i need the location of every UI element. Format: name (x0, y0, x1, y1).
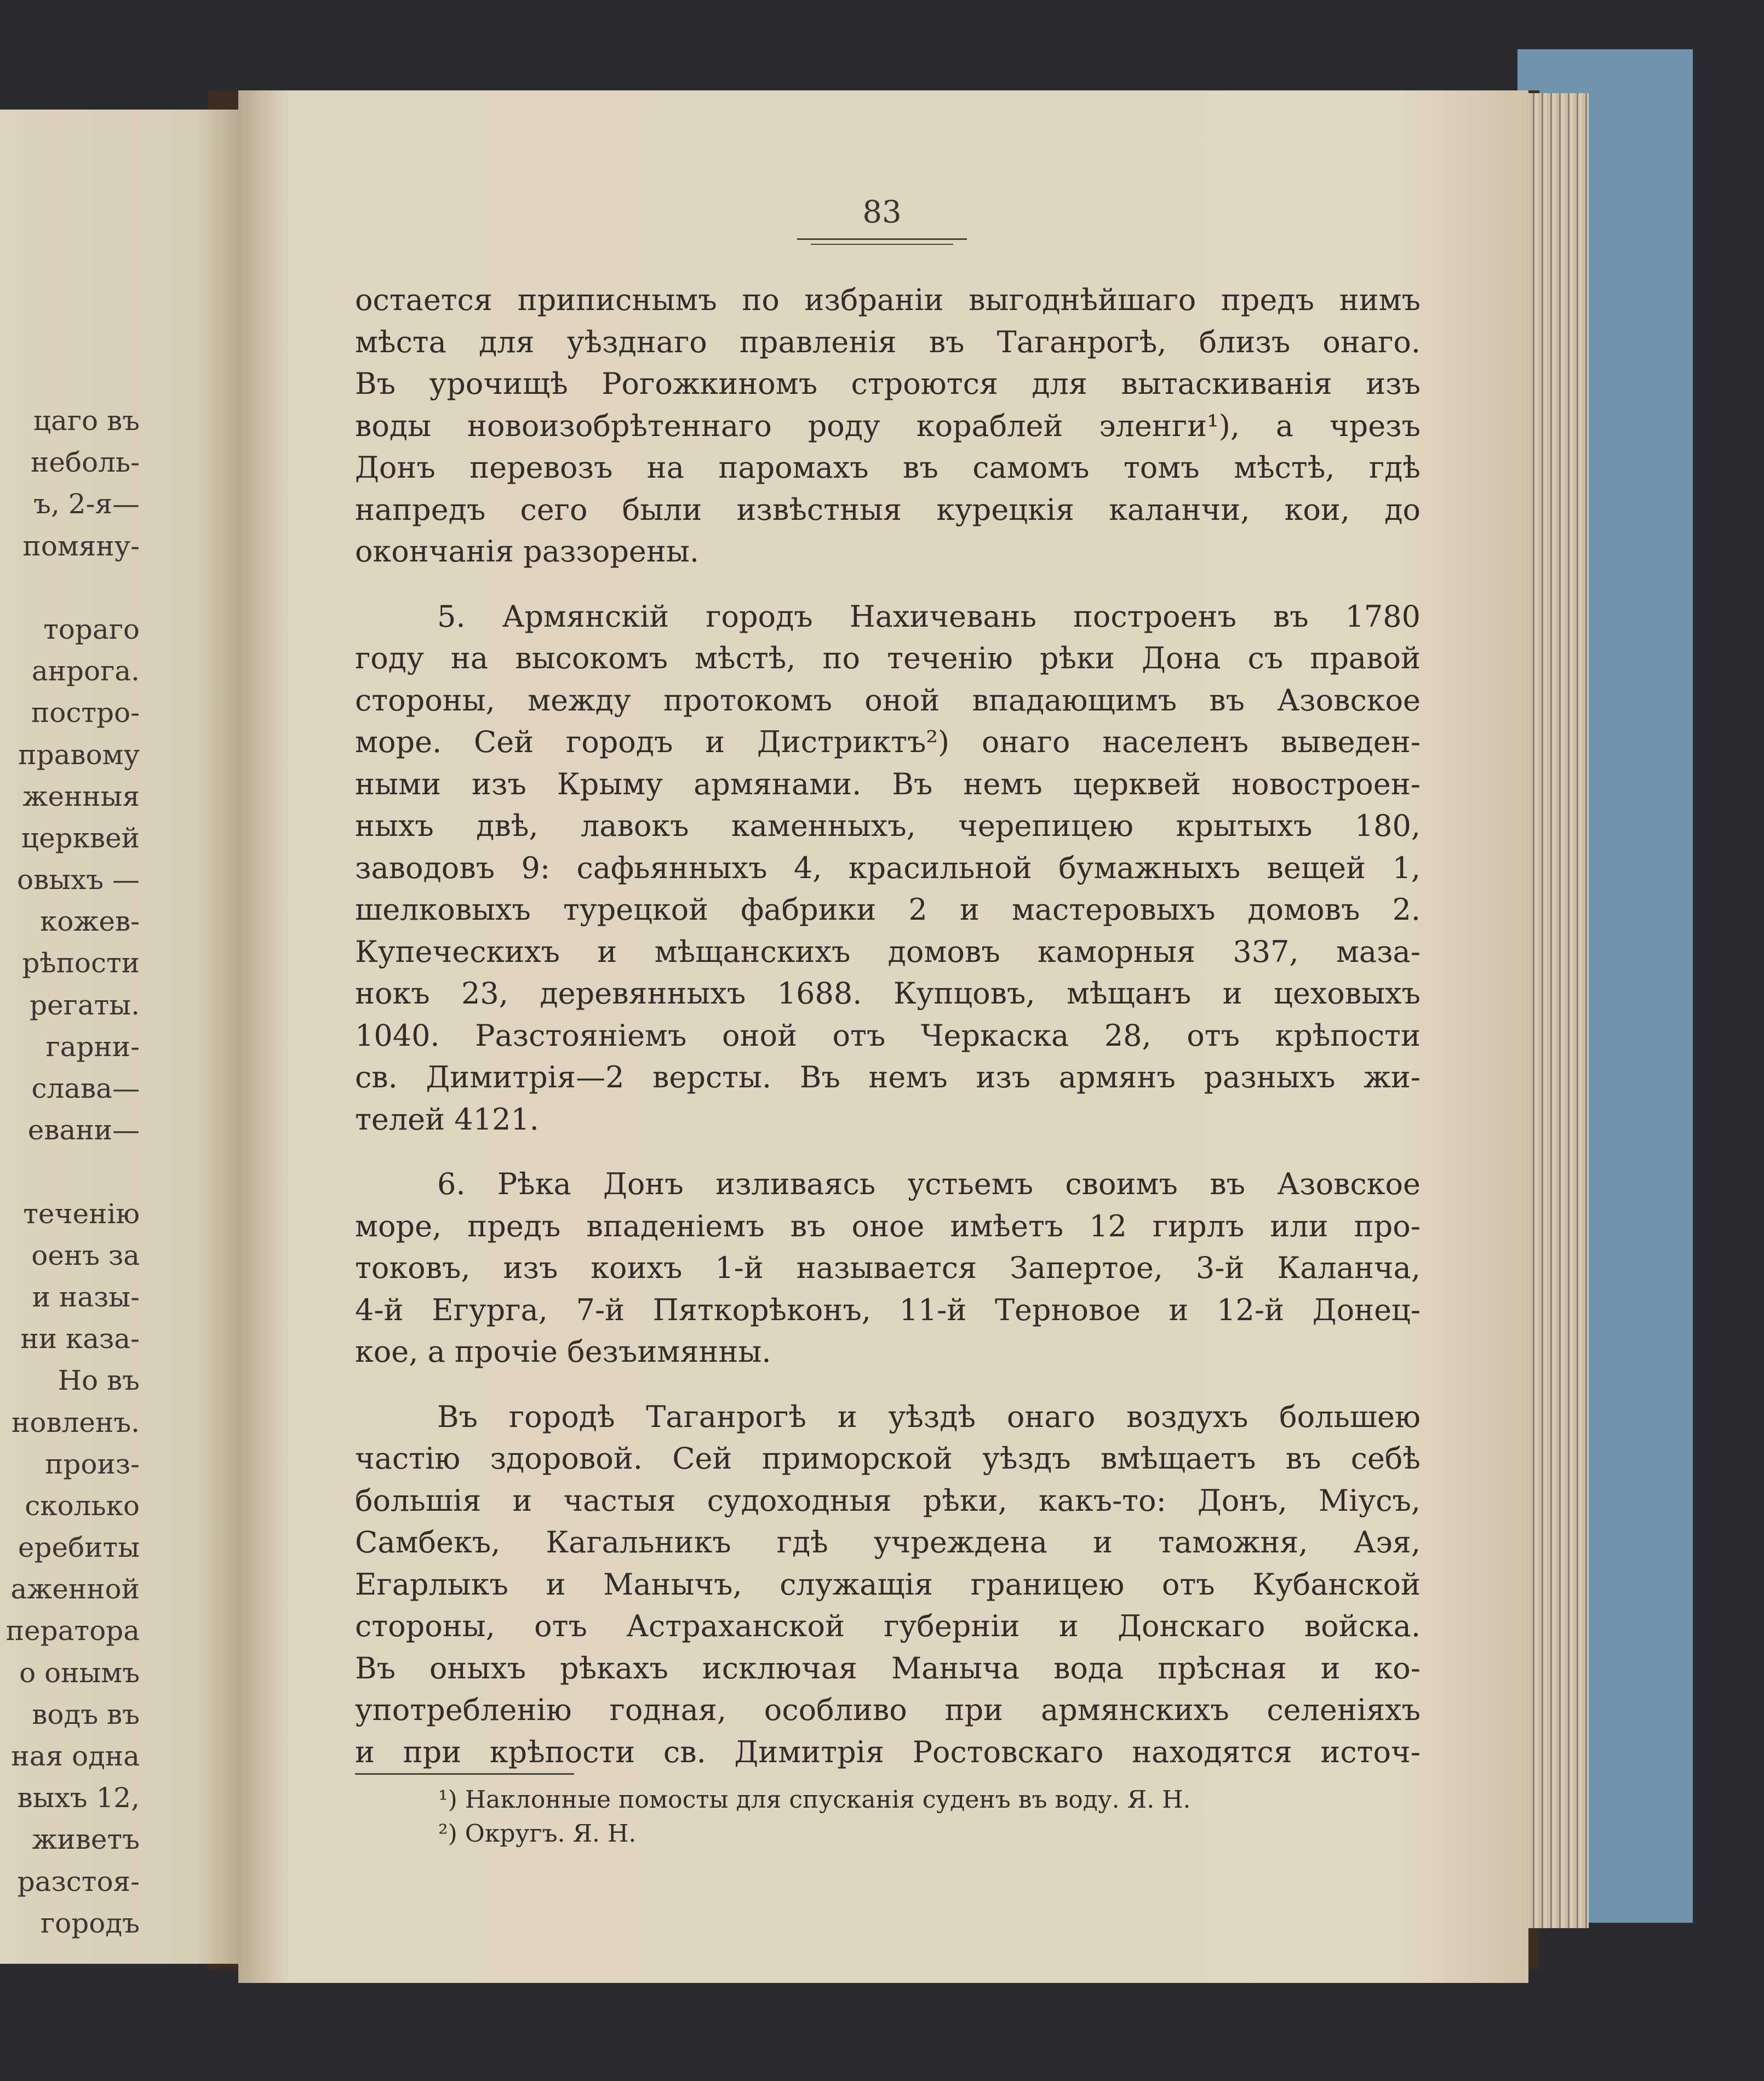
text-line: 4-й Егурга, 7-й Пяткорѣконъ, 11-й Терновое и 12-й Донец- (355, 1292, 1421, 1327)
left-page-line: ная одна (11, 1740, 140, 1772)
left-page-text (0, 400, 140, 1944)
left-page-line: еребиты (18, 1532, 140, 1564)
text-line: ными изъ Крыму армянами. Въ немъ церквей новостроен- (355, 766, 1421, 801)
left-page-line: живетъ (32, 1824, 140, 1856)
text-line: году на высокомъ мѣстѣ, по теченiю рѣки Дона съ правой (355, 641, 1421, 675)
text-line: Егарлыкъ и Манычъ, служащiя границею отъ Кубанской (355, 1567, 1421, 1602)
left-page-line: аженной (10, 1573, 140, 1606)
left-page-line: новленъ. (12, 1406, 140, 1438)
body-text (355, 279, 1421, 1773)
left-page-line: слава— (31, 1073, 140, 1104)
left-page-line: правому (18, 738, 140, 771)
left-page-line: неболь- (31, 446, 140, 479)
paragraph-gap (355, 1373, 1421, 1396)
left-page-line: регаты. (30, 989, 140, 1021)
left-page-line: выхъ 12, (17, 1782, 140, 1814)
left-page (0, 110, 244, 1964)
left-page-line: о онымъ (19, 1656, 140, 1689)
text-line: Въ урочищѣ Рогожкиномъ строются для вытаскиванiя изъ (355, 366, 1421, 401)
left-page-line: произ- (45, 1448, 140, 1480)
text-line: воды новоизобрѣтеннаго роду кораблей эленги¹), а чрезъ (355, 408, 1421, 443)
text-line: стороны, между протокомъ оной впадающимъ въ Азовское (355, 683, 1421, 718)
left-page-line: тораго (43, 613, 140, 645)
left-page-line: церквей (21, 822, 140, 854)
left-page-line: кожев- (40, 905, 140, 938)
footnote: ¹) Наклонные помосты для спусканiя суденъ въ воду. Я. Н. (438, 1786, 1191, 1814)
left-page-line: сколько (25, 1489, 140, 1522)
left-page-line: помяну- (22, 530, 140, 562)
text-line: мѣста для уѣзднаго правленiя въ Таганрогѣ, близъ онаго. (355, 324, 1421, 359)
text-line: св. Димитрiя—2 версты. Въ немъ изъ армянъ разныхъ жи- (355, 1060, 1421, 1094)
text-line: 6. Рѣка Донъ изливаясь устьемъ своимъ въ Азовское (437, 1167, 1421, 1201)
text-line: стороны, отъ Астраханской губернiи и Донскаго войска. (355, 1609, 1421, 1643)
left-page-line: Но въ (58, 1365, 140, 1397)
left-page-line: ператора (5, 1615, 140, 1647)
text-line: остается приписнымъ по избранiи выгоднѣйшаго предъ нимъ (355, 283, 1421, 317)
text-line: токовъ, изъ коихъ 1-й называется Запертое, 3-й Каланча, (355, 1251, 1421, 1285)
footnote: ²) Округъ. Я. Н. (438, 1820, 637, 1848)
text-line: Самбекъ, Кагальникъ гдѣ учреждена и таможня, Аэя, (355, 1525, 1421, 1560)
left-page-line: оенъ за (31, 1239, 140, 1271)
left-page-line: евани— (27, 1114, 140, 1146)
left-page-line: теченiю (23, 1197, 140, 1230)
text-line: и при крѣпости св. Димитрiя Ростовскаго находятся источ- (355, 1734, 1421, 1769)
text-line: 5. Армянскiй городъ Нахичевань построенъ въ 1780 (437, 599, 1421, 634)
left-page-line: ъ, 2-я— (33, 488, 140, 520)
text-line: напредъ сего были извѣстныя курецкiя каланчи, кои, до (355, 492, 1421, 527)
paragraph-gap (355, 1140, 1421, 1163)
text-line: большiя и частыя судоходныя рѣки, какъ-то: Донъ, Мiусъ, (355, 1483, 1421, 1518)
left-page-line: разстоя- (17, 1865, 140, 1897)
text-line: кое, а прочiе безъимянны. (355, 1334, 771, 1369)
text-line: окончанiя раззорены. (355, 534, 699, 569)
text-line: шелковыхъ турецкой фабрики 2 и мастеровыхъ домовъ 2. (355, 892, 1421, 927)
text-line: море. Сей городъ и Дистриктъ²) онаго населенъ выведен- (355, 725, 1421, 759)
left-page-line: анрога. (31, 655, 140, 687)
left-page-line (0, 1151, 140, 1193)
text-line: 1040. Разстоянiемъ оной отъ Черкаска 28, отъ крѣпости (355, 1018, 1421, 1053)
left-page-line: гарни- (45, 1030, 140, 1063)
text-line: ныхъ двѣ, лавокъ каменныхъ, черепицею крытыхъ 180, (355, 809, 1421, 843)
paragraph-gap (355, 573, 1421, 596)
text-line: употребленiю годная, особливо при армянскихъ селенiяхъ (355, 1693, 1421, 1727)
footnote-rule (355, 1773, 574, 1775)
page-number: 83 (862, 194, 902, 230)
text-line: частiю здоровой. Сей приморской уѣздъ вмѣщаетъ въ себѣ (355, 1441, 1421, 1476)
left-page-line: женныя (22, 780, 140, 812)
left-page-line: ни каза- (20, 1323, 140, 1355)
text-line: нокъ 23, деревянныхъ 1688. Купцовъ, мѣщанъ и цеховыхъ (355, 976, 1421, 1011)
left-page-line: и назы- (32, 1281, 140, 1313)
text-line: Купеческихъ и мѣщанскихъ домовъ каморныя 337, маза- (355, 934, 1421, 969)
text-line: Донъ перевозъ на паромахъ въ самомъ томъ мѣстѣ, гдѣ (355, 450, 1421, 485)
footnotes (438, 1783, 1191, 1851)
left-page-line: постро- (31, 697, 140, 729)
left-page-line: городъ (40, 1907, 140, 1939)
text-line: море, предъ впаденiемъ въ оное имѣетъ 12 гирлъ или про- (355, 1208, 1421, 1243)
left-page-line (0, 567, 140, 609)
header-rule (797, 238, 967, 240)
left-page-line: овыхъ — (17, 864, 140, 896)
header-rule-lower (811, 244, 953, 245)
text-line: телей 4121. (355, 1102, 539, 1137)
text-line: Въ оныхъ рѣкахъ исключая Маныча вода прѣсная и ко- (355, 1650, 1421, 1686)
left-page-line: водъ въ (32, 1698, 140, 1730)
text-line: Въ городѣ Таганрогѣ и уѣздѣ онаго воздухъ большею (437, 1399, 1421, 1434)
text-line: заводовъ 9: сафьянныхъ 4, красильной бумажныхъ вещей 1, (355, 850, 1421, 885)
left-page-line: цаго въ (33, 405, 140, 437)
left-page-line: рѣпости (22, 947, 140, 979)
